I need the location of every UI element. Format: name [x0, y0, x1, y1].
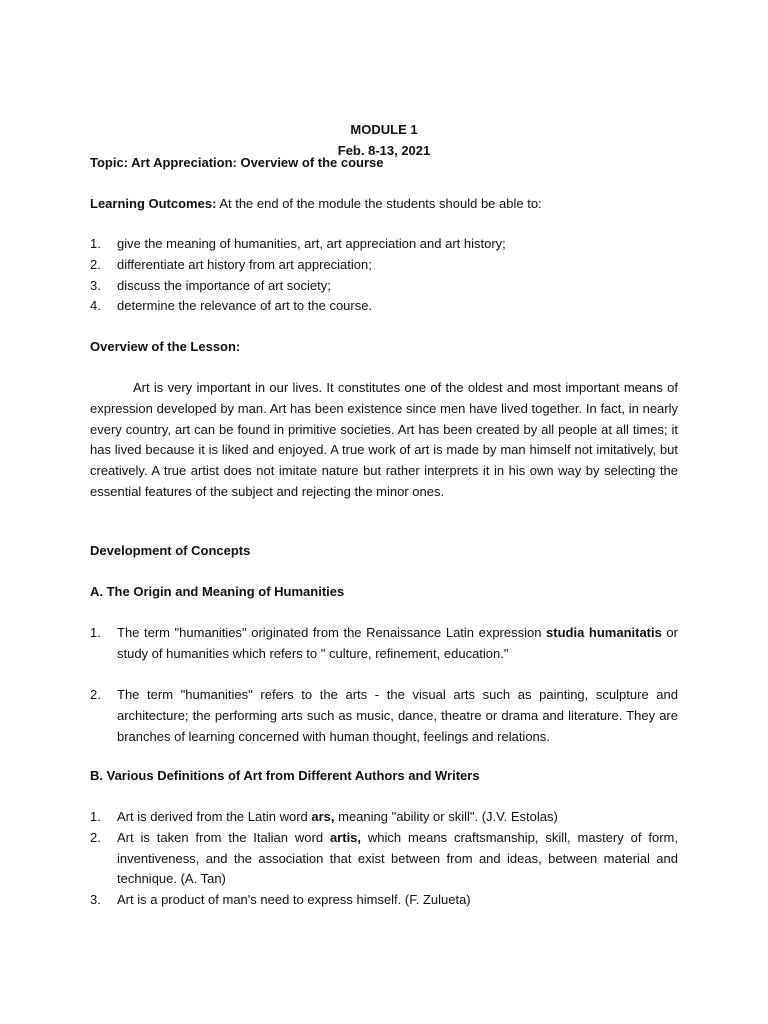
section-a-heading: A. The Origin and Meaning of Humanities [90, 584, 345, 599]
learning-outcomes-intro: At the end of the module the students should be able to: [216, 196, 542, 211]
list-item: 2. Art is taken from the Italian word artis, which means craftsmanship, skill, mastery of form, inventiveness, and the association that exist between from and ideas, between material and technique. (A. Tan) [90, 829, 678, 887]
section-b-heading: B. Various Definitions of Art from Different Authors and Writers [90, 768, 480, 783]
learning-outcomes [90, 194, 678, 215]
outcomes-list [90, 234, 678, 317]
list-item: 1. The term "humanities" originated from the Renaissance Latin expression studia humanitatis or study of humanities which refers to " culture, refinement, education." [90, 625, 678, 661]
development-heading: Development of Concepts [90, 543, 251, 558]
overview-heading: Overview of the Lesson: [90, 339, 241, 354]
overview-paragraph: Art is very important in our lives. It constitutes one of the oldest and most important means of expression developed by man. Art has been existence since men have lived together. In fact, in nearly every country, art can be found in primitive societies. Art has been created by all people at all times; it has lived because it is liked and enjoyed. A true work of art is made by man himself not imitatively, but creatively. A true artist does not imitate nature but rather interprets it in his own way by selecting the essential features of the subject and rejecting the minor ones. [90, 380, 678, 499]
list-item: 2. The term "humanities" refers to the arts - the visual arts such as painting, sculpture and architecture; the performing arts such as music, dance, theatre or drama and literature. They are branches of learning concerned with human thought, feelings and relations. [90, 687, 678, 744]
list-item: 3. discuss the importance of art society; [90, 277, 331, 293]
list-item: 1. give the meaning of humanities, art, art appreciation and art history; [90, 236, 506, 251]
topic: Topic: Art Appreciation: Overview of the course [90, 155, 384, 170]
section-a-list [90, 623, 678, 748]
learning-outcomes-label: Learning Outcomes: [90, 196, 217, 211]
section-b-list [90, 807, 678, 911]
list-item: 1. Art is derived from the Latin word ars, meaning "ability or skill". (J.V. Estolas) [90, 809, 558, 824]
module-date: Feb. 8-13, 2021 [337, 143, 431, 158]
list-item: 4. determine the relevance of art to the course. [90, 298, 373, 314]
list-item: 2. differentiate art history from art appreciation; [90, 256, 372, 272]
module-title: MODULE 1 [350, 122, 418, 137]
list-item: 3. Art is a product of man's need to express himself. (F. Zulueta) [90, 892, 471, 908]
